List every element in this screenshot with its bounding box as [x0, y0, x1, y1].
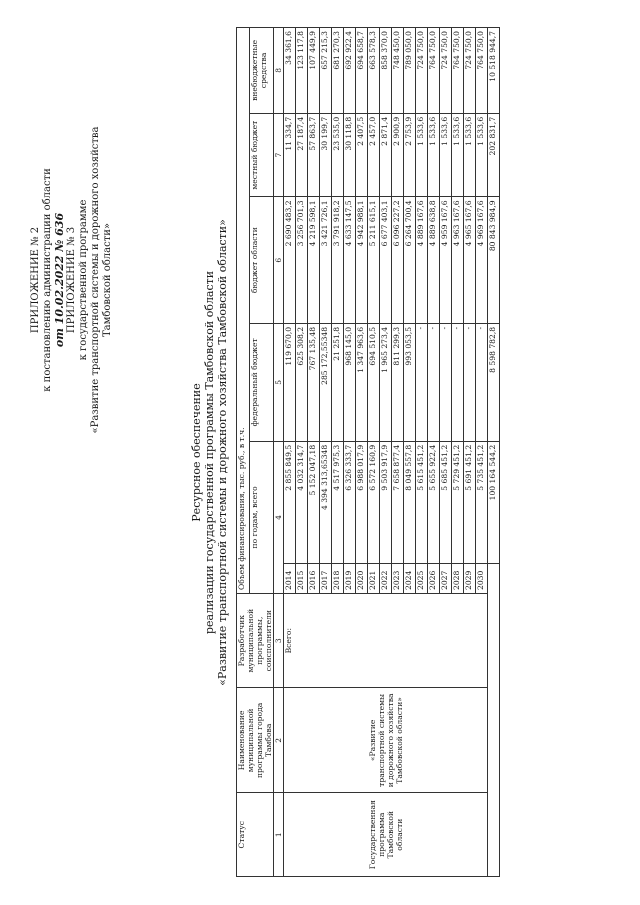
regional-cell: 4 219 598,1 [308, 197, 320, 323]
local-cell: 30 118,8 [344, 113, 356, 197]
idx-1: 1 [274, 793, 284, 877]
year-cell: 2021 [368, 564, 380, 594]
extra-cell: 657 215,3 [320, 28, 332, 114]
federal-cell: 625 308,2 [296, 323, 308, 441]
col-regional: бюджет области [249, 197, 273, 323]
idx-3: 3 [274, 594, 284, 688]
year-cell: 2015 [296, 564, 308, 594]
total-cell: 5 655 922,4 [428, 441, 440, 563]
local-cell: 11 334,7 [284, 113, 296, 197]
program-name-cell: «Развитие транспортной системы и дорожного хозяйства Тамбовской области» [284, 688, 488, 793]
year-cell: 2028 [452, 564, 464, 594]
regional-cell: 4 942 988,1 [356, 197, 368, 323]
local-cell: 2 407,5 [356, 113, 368, 197]
federal-cell: - [476, 323, 488, 441]
year-cell: 2027 [440, 564, 452, 594]
year-cell: 2017 [320, 564, 332, 594]
col-years-total: по годам, всего [249, 441, 273, 593]
federal-cell: 285 172,55348 [320, 323, 332, 441]
total-cell: 5 729 451,2 [452, 441, 464, 563]
local-cell: 2 871,4 [380, 113, 392, 197]
regional-cell: 4 889 638,8 [428, 197, 440, 323]
totals-extra: 10 518 944,7 [488, 28, 500, 114]
total-cell: 5 691 451,2 [464, 441, 476, 563]
total-cell: 4 032 314,7 [296, 441, 308, 563]
local-cell: 27 187,4 [296, 113, 308, 197]
developer-cell: Всего: [284, 594, 488, 688]
extra-cell: 764 750,0 [452, 28, 464, 114]
regional-cell: 2 690 483,2 [284, 197, 296, 323]
regional-cell: 3 421 726,1 [320, 197, 332, 323]
regional-cell: 4 969 167,6 [476, 197, 488, 323]
total-cell: 7 658 877,4 [392, 441, 404, 563]
resource-table [236, 27, 500, 877]
idx-2: 2 [274, 688, 284, 793]
totals-federal: 8 598 782,8 [488, 323, 500, 441]
extra-cell: 692 922,4 [344, 28, 356, 114]
totals-row [488, 28, 500, 877]
year-cell: 2026 [428, 564, 440, 594]
status-cell: Государственная программа Тамбовской области [284, 793, 488, 877]
title-line3: «Развитие транспортной системы и дорожного хозяйства Тамбовской области» [216, 219, 229, 686]
totals-spacer [488, 564, 500, 877]
total-cell: 2 855 849,5 [284, 441, 296, 563]
totals-total: 100 164 544,2 [488, 441, 500, 563]
extra-cell: 724 750,0 [464, 28, 476, 114]
total-cell: 6 326 333,7 [344, 441, 356, 563]
idx-6: 6 [274, 197, 284, 323]
extra-cell: 107 449,9 [308, 28, 320, 114]
appendix-3-number: ПРИЛОЖЕНИЕ № 3 [66, 226, 77, 334]
regional-cell: 5 211 615,1 [368, 197, 380, 323]
federal-cell: - [440, 323, 452, 441]
federal-cell: - [428, 323, 440, 441]
local-cell: 23 535,0 [332, 113, 344, 197]
extra-cell: 663 578,3 [368, 28, 380, 114]
extra-cell: 681 270,3 [332, 28, 344, 114]
year-cell: 2023 [392, 564, 404, 594]
regional-cell: 6 096 227,2 [392, 197, 404, 323]
total-cell: 5 685 451,2 [440, 441, 452, 563]
total-cell: 5 735 451,2 [476, 441, 488, 563]
col-program-name: Наименование муниципальной программы города Тамбова [237, 688, 274, 793]
extra-cell: 764 750,0 [428, 28, 440, 114]
extra-cell: 34 361,6 [284, 28, 296, 114]
col-status: Статус [237, 793, 274, 877]
col-extra: внебюджетные средства [249, 28, 273, 114]
totals-local: 202 831,7 [488, 113, 500, 197]
appendix-number: ПРИЛОЖЕНИЕ № 2 [30, 226, 41, 334]
document-title [190, 150, 229, 755]
local-cell: 1 533,6 [428, 113, 440, 197]
extra-cell: 724 750,0 [440, 28, 452, 114]
total-cell: 8 049 557,8 [404, 441, 416, 563]
local-cell: 57 863,7 [308, 113, 320, 197]
local-cell: 2 753,9 [404, 113, 416, 197]
program-ref: к государственной программе [78, 199, 89, 361]
total-cell: 5 152 047,18 [308, 441, 320, 563]
federal-cell: 21 251,8 [332, 323, 344, 441]
col-developer: Разработчик муниципальной программы, соисполнители [237, 594, 274, 688]
title-line2: реализации государственной программы Тамбовской области [203, 270, 216, 635]
total-cell: 6 572 160,9 [368, 441, 380, 563]
regional-cell: 6 264 700,4 [404, 197, 416, 323]
col-local: местный бюджет [249, 113, 273, 197]
local-cell: 1 533,6 [416, 113, 428, 197]
extra-cell: 858 370,0 [380, 28, 392, 114]
year-cell: 2018 [332, 564, 344, 594]
federal-cell: - [452, 323, 464, 441]
idx-5: 5 [274, 323, 284, 441]
idx-8: 8 [274, 28, 284, 114]
program-title-line2: Тамбовской области» [102, 222, 113, 338]
totals-regional: 80 843 984,9 [488, 197, 500, 323]
table-row [284, 28, 296, 877]
handwritten-date-number: от 10.02.2022 № 636 [53, 212, 66, 348]
federal-cell: - [464, 323, 476, 441]
year-cell: 2014 [284, 564, 296, 594]
federal-cell: 1 347 963,6 [356, 323, 368, 441]
appendix-header [30, 70, 114, 490]
year-cell: 2019 [344, 564, 356, 594]
index-row [274, 28, 284, 877]
local-cell: 2 900,9 [392, 113, 404, 197]
regional-cell: 4 965 167,6 [464, 197, 476, 323]
regional-cell: 6 677 403,1 [380, 197, 392, 323]
year-cell: 2020 [356, 564, 368, 594]
federal-cell: 767 135,48 [308, 323, 320, 441]
year-cell: 2025 [416, 564, 428, 594]
year-cell: 2022 [380, 564, 392, 594]
total-cell: 9 503 917,9 [380, 441, 392, 563]
resolution-ref: к постановлению администрации области [42, 168, 53, 392]
local-cell: 30 199,7 [320, 113, 332, 197]
title-line1: Ресурсное обеспечение [190, 383, 203, 522]
idx-4: 4 [274, 441, 284, 593]
federal-cell: 119 670,0 [284, 323, 296, 441]
federal-cell: 694 510,5 [368, 323, 380, 441]
regional-cell: 4 889 167,6 [416, 197, 428, 323]
regional-cell: 4 633 147,5 [344, 197, 356, 323]
year-cell: 2030 [476, 564, 488, 594]
year-cell: 2016 [308, 564, 320, 594]
extra-cell: 724 750,0 [416, 28, 428, 114]
regional-cell: 3 256 701,3 [296, 197, 308, 323]
federal-cell: 993 053,5 [404, 323, 416, 441]
extra-cell: 748 450,0 [392, 28, 404, 114]
local-cell: 1 533,6 [476, 113, 488, 197]
regional-cell: 4 963 167,6 [452, 197, 464, 323]
local-cell: 1 533,6 [452, 113, 464, 197]
local-cell: 2 457,0 [368, 113, 380, 197]
federal-cell: 968 145,0 [344, 323, 356, 441]
extra-cell: 764 750,0 [476, 28, 488, 114]
total-cell: 4 394 313,65348 [320, 441, 332, 563]
regional-cell: 3 791 918,2 [332, 197, 344, 323]
program-title-line1: «Развитие транспортной системы и дорожного хозяйства [90, 126, 101, 434]
total-cell: 4 517 975,3 [332, 441, 344, 563]
extra-cell: 123 117,8 [296, 28, 308, 114]
federal-cell: 811 299,3 [392, 323, 404, 441]
idx-7: 7 [274, 113, 284, 197]
total-cell: 6 988 017,9 [356, 441, 368, 563]
col-funding: Объем финансирования, тыс. руб., в т.ч. [237, 28, 250, 594]
local-cell: 1 533,6 [440, 113, 452, 197]
header-row-1 [237, 28, 250, 877]
extra-cell: 789 050,0 [404, 28, 416, 114]
local-cell: 1 533,6 [464, 113, 476, 197]
year-cell: 2029 [464, 564, 476, 594]
extra-cell: 694 658,7 [356, 28, 368, 114]
regional-cell: 4 959 167,6 [440, 197, 452, 323]
year-cell: 2024 [404, 564, 416, 594]
federal-cell: 1 965 273,4 [380, 323, 392, 441]
federal-cell: - [416, 323, 428, 441]
total-cell: 5 615 451,2 [416, 441, 428, 563]
col-federal: федеральный бюджет [249, 323, 273, 441]
